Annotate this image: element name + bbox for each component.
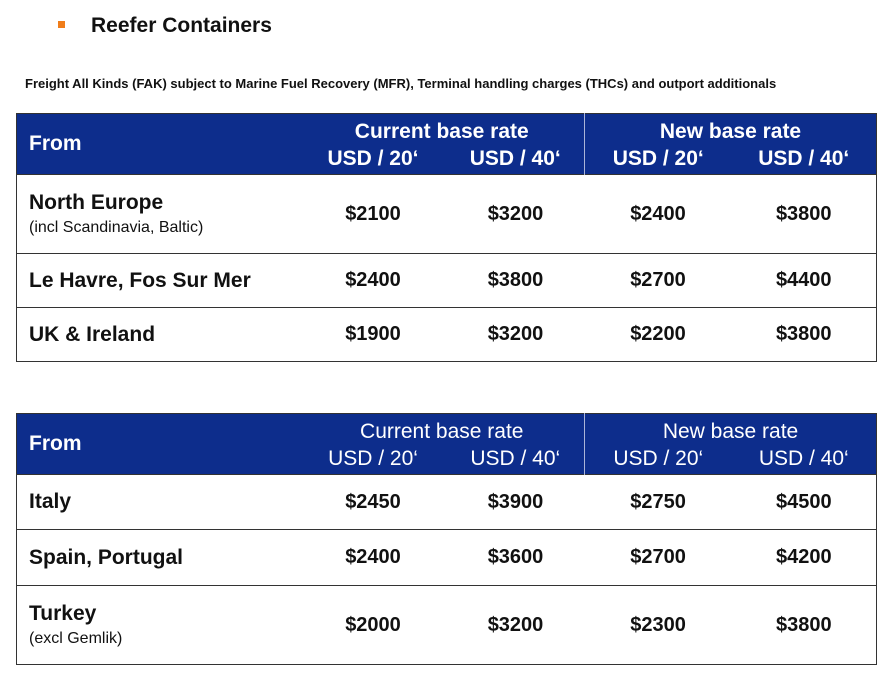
rate-table-1 xyxy=(16,113,877,362)
rate-cell: $2100 xyxy=(300,175,447,254)
region-name: Spain, Portugal xyxy=(29,545,184,569)
rate-cell: $2400 xyxy=(300,530,447,586)
region-name: Italy xyxy=(29,490,72,513)
rate-cell: $3200 xyxy=(447,308,585,362)
new-base-rate-header: New base rate xyxy=(585,114,877,145)
rate-cell: $3800 xyxy=(732,175,877,254)
rate-cell: $3200 xyxy=(447,175,585,254)
unit-header: USD / 40‘ xyxy=(732,444,877,475)
rate-cell: $2300 xyxy=(585,586,732,665)
rate-cell: $3200 xyxy=(447,586,585,665)
region-name: UK & Ireland xyxy=(29,322,156,346)
region-note: (incl Scandinavia, Baltic) xyxy=(29,219,204,236)
current-base-rate-header: Current base rate xyxy=(300,114,585,145)
region-note: (excl Gemlik) xyxy=(29,630,123,647)
section-subtitle: Freight All Kinds (FAK) subject to Marine Fuel Recovery (MFR), Terminal handling charges (THCs) and outport additionals xyxy=(25,76,777,91)
unit-header: USD / 20‘ xyxy=(585,144,732,175)
from-header: From xyxy=(17,414,300,475)
rate-cell: $4500 xyxy=(732,475,877,530)
region-cell xyxy=(17,530,300,586)
rate-cell: $3800 xyxy=(447,254,585,308)
region-cell xyxy=(17,586,300,665)
rate-cell: $3600 xyxy=(447,530,585,586)
region-cell xyxy=(17,308,300,362)
unit-header: USD / 40‘ xyxy=(732,144,877,175)
section-title: Reefer Containers xyxy=(91,14,272,37)
rate-cell: $2200 xyxy=(585,308,732,362)
region-name: Le Havre, Fos Sur Mer xyxy=(29,268,251,292)
rate-cell: $2400 xyxy=(300,254,447,308)
region-cell xyxy=(17,175,300,254)
table-row xyxy=(17,175,877,254)
rate-cell: $3800 xyxy=(732,308,877,362)
rate-cell: $1900 xyxy=(300,308,447,362)
rate-cell: $4200 xyxy=(732,530,877,586)
bullet-icon xyxy=(58,21,65,28)
table-row xyxy=(17,475,877,530)
table-row xyxy=(17,254,877,308)
new-base-rate-header: New base rate xyxy=(585,414,877,445)
rate-cell: $2700 xyxy=(585,254,732,308)
table-row xyxy=(17,308,877,362)
from-header: From xyxy=(17,114,300,175)
current-base-rate-header: Current base rate xyxy=(300,414,585,445)
region-cell xyxy=(17,254,300,308)
rate-cell: $2450 xyxy=(300,475,447,530)
rate-cell: $3800 xyxy=(732,586,877,665)
unit-header: USD / 40‘ xyxy=(447,144,585,175)
unit-header: USD / 20‘ xyxy=(300,444,447,475)
rate-table-2 xyxy=(16,413,877,665)
unit-header: USD / 40‘ xyxy=(447,444,585,475)
rate-cell: $4400 xyxy=(732,254,877,308)
rate-cell: $3900 xyxy=(447,475,585,530)
rate-cell: $2700 xyxy=(585,530,732,586)
rate-cell: $2750 xyxy=(585,475,732,530)
unit-header: USD / 20‘ xyxy=(300,144,447,175)
region-name: Turkey xyxy=(29,602,97,625)
unit-header: USD / 20‘ xyxy=(585,444,732,475)
region-cell xyxy=(17,475,300,530)
section-title-row xyxy=(58,14,272,38)
table-row xyxy=(17,586,877,665)
rate-cell: $2400 xyxy=(585,175,732,254)
region-name: North Europe xyxy=(29,191,164,214)
rate-cell: $2000 xyxy=(300,586,447,665)
table-row xyxy=(17,530,877,586)
